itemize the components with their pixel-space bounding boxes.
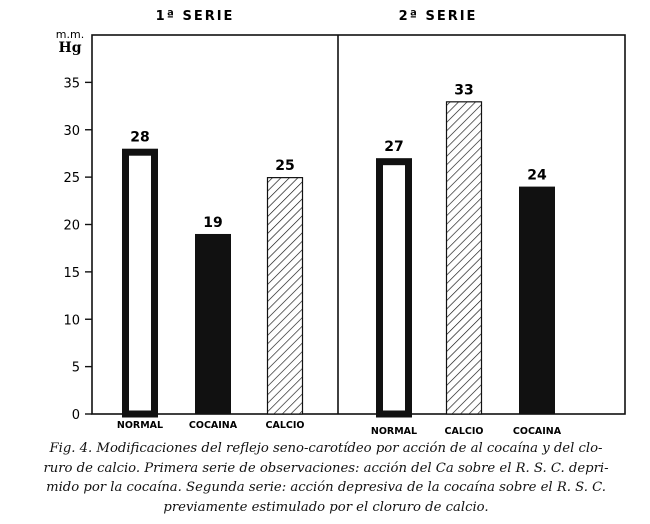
bar-group [266,158,305,431]
category-label: COCAINA [512,426,562,437]
caption-line-4: previamente estimulado por el cloruro de calcio. [163,499,489,515]
category-label: NORMAL [370,426,418,437]
y-tick-label: 20 [63,218,80,234]
bar [380,162,409,414]
bar-group [117,130,163,431]
caption-line-1: Fig. 4. Modificaciones del reflejo seno-carotídeo por acción de al cocaína y del clo- [49,441,603,456]
bar [268,178,303,414]
bar-group [513,168,562,437]
y-tick-label: 35 [63,76,80,92]
figure-caption [8,439,644,517]
bar [195,234,231,414]
bar-value-label: 28 [130,129,150,146]
y-unit-mm: m.m. [55,28,85,41]
bar [126,152,155,414]
y-tick-label: 30 [63,123,80,139]
caption-line-3: mido por la cocaína. Segunda serie: acción depresiva de la cocaína sobre el R. S. C. [46,480,606,495]
bar-group [189,215,238,431]
bar-value-label: 24 [527,167,547,184]
y-tick-label: 25 [63,171,80,187]
bar-value-label: 25 [275,158,295,175]
series-titles [156,9,478,24]
y-tick-label: 10 [63,313,80,329]
bar-group [445,82,484,437]
bar-group [371,139,417,437]
y-tick-label: 0 [71,408,80,423]
y-tick-label: 5 [71,360,80,376]
caption-line-2: ruro de calcio. Primera serie de observaciones: acción del Ca sobre el R. S. C. depri- [43,460,609,476]
bar [519,187,555,414]
bars [117,82,562,437]
series-title-2: 2ª SERIE [398,9,478,24]
category-label: CALCIO [265,420,305,431]
bar-value-label: 33 [454,82,474,99]
y-axis [56,28,92,423]
category-label: CALCIO [444,426,484,437]
category-label: NORMAL [116,420,164,431]
category-label: COCAINA [188,420,238,431]
bar-value-label: 27 [384,139,404,156]
y-unit-hg: Hg [58,40,82,56]
bar-value-label: 19 [203,214,223,231]
y-tick-label: 15 [63,265,80,281]
bar [447,102,482,414]
series-title-1: 1ª SERIE [155,9,235,24]
